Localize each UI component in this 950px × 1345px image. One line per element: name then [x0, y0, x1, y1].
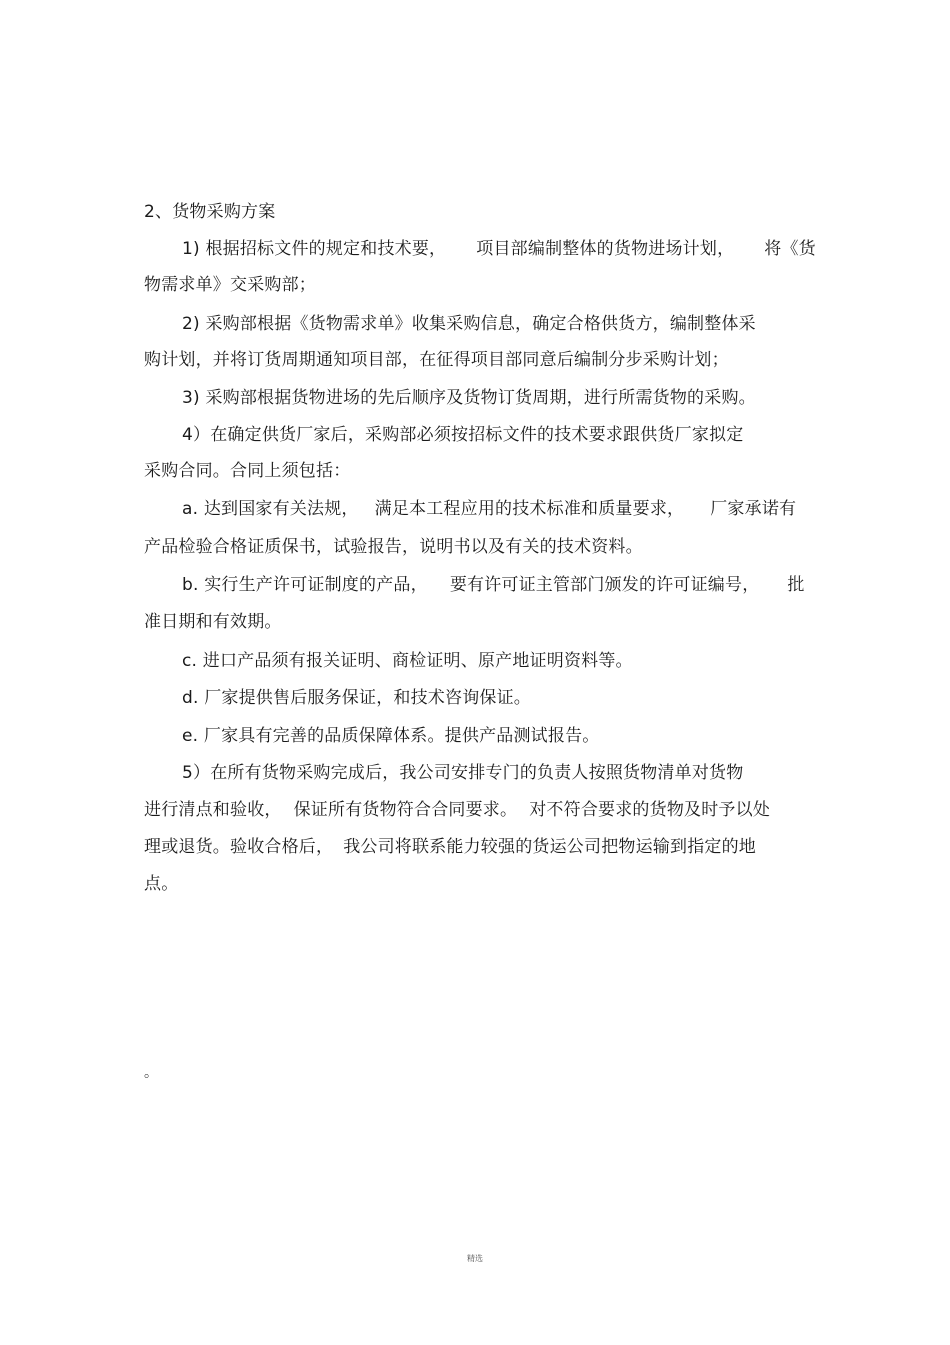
p5-l3-seg-a: 理或退货。验收合格后，: [144, 837, 334, 857]
p1-seg-b: 项目部编制整体的货物进场计划，: [476, 239, 735, 259]
p1-seg-a: 1) 根据招标文件的规定和技术要，: [182, 239, 447, 259]
paragraph-5-line-4: 点。: [144, 874, 179, 894]
paragraph-4-line-1: 4）在确定供货厂家后，采购部必须按招标文件的技术要求跟供货厂家拟定: [182, 425, 744, 445]
a-seg-c: 厂家承诺有: [710, 499, 797, 519]
stray-punctuation-mark: 。: [144, 1065, 158, 1081]
p5-l2-seg-a: 进行清点和验收，: [144, 800, 282, 820]
b-seg-a: b. 实行生产许可证制度的产品，: [182, 575, 428, 595]
paragraph-2-line-1: 2) 采购部根据《货物需求单》收集采购信息，确定合格供货方，编制整体采: [182, 314, 756, 334]
paragraph-5-line-1: 5）在所有货物采购完成后，我公司安排专门的负责人按照货物清单对货物: [182, 763, 744, 783]
a-seg-a: a. 达到国家有关法规，: [182, 499, 359, 519]
paragraph-5-line-3: [144, 835, 756, 859]
item-c-line-1: c. 进口产品须有报关证明、商检证明、原产地证明资料等。: [182, 651, 633, 671]
item-a-line-2: 产品检验合格证质保书，试验报告，说明书以及有关的技术资料。: [144, 537, 643, 557]
page-footer: 精选: [467, 1254, 483, 1263]
paragraph-4-line-2: 采购合同。合同上须包括：: [144, 461, 351, 481]
p5-l2-seg-b: 保证所有货物符合合同要求。: [293, 800, 518, 820]
item-b-line-1: [182, 573, 805, 597]
item-b-line-2: 准日期和有效期。: [144, 612, 282, 632]
section-heading: 2、货物采购方案: [144, 202, 276, 222]
paragraph-5-line-2: [144, 798, 770, 822]
a-seg-b: 满足本工程应用的技术标准和质量要求，: [374, 499, 685, 519]
item-d-line-1: d. 厂家提供售后服务保证，和技术咨询保证。: [182, 688, 531, 708]
p5-l3-seg-b: 我公司将联系能力较强的货运公司把物运输到指定的地: [343, 837, 757, 857]
paragraph-3-line-1: 3) 采购部根据货物进场的先后顺序及货物订货周期，进行所需货物的采购。: [182, 388, 756, 408]
paragraph-2-line-2: 购计划，并将订货周期通知项目部，在征得项目部同意后编制分步采购计划；: [144, 350, 729, 370]
p1-seg-c: 将《货: [764, 239, 816, 259]
paragraph-1-line-2: 物需求单》交采购部；: [144, 275, 316, 295]
item-e-line-1: e. 厂家具有完善的品质保障体系。提供产品测试报告。: [182, 726, 600, 746]
paragraph-1-line-1: [182, 237, 816, 261]
item-a-line-1: [182, 497, 796, 521]
p5-l2-seg-c: 对不符合要求的货物及时予以处: [529, 800, 771, 820]
b-seg-c: 批: [787, 575, 805, 595]
b-seg-b: 要有许可证主管部门颁发的许可证编号，: [449, 575, 760, 595]
